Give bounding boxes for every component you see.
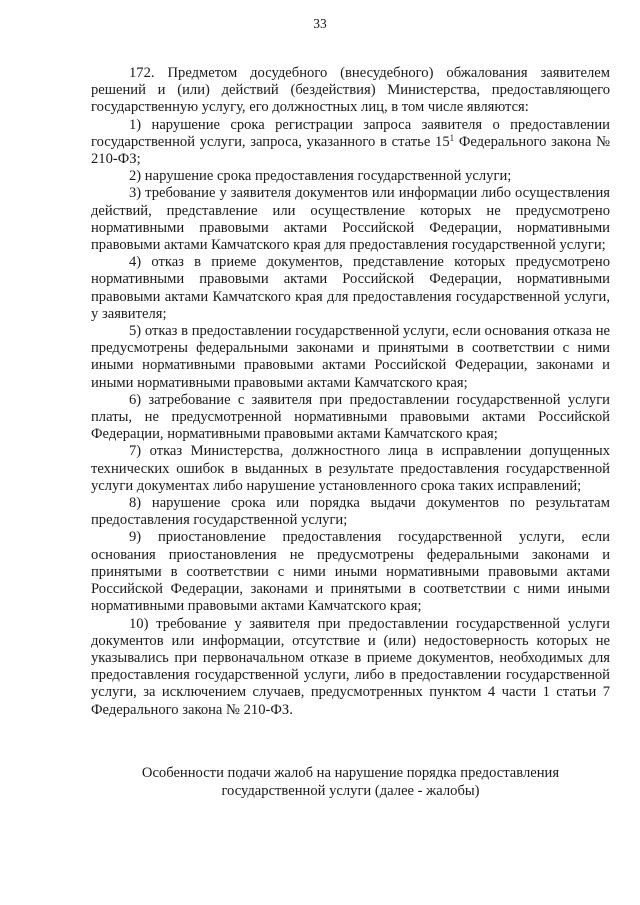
list-item-1-tail: Федерального закона № 210-ФЗ; (91, 133, 610, 168)
section-heading (91, 765, 610, 800)
superscript: 1 (449, 132, 455, 143)
list-item-2: 2) нарушение срока предоставления государственной услуги; (129, 168, 512, 185)
list-item-1-text: 1) нарушение срока регистрации запроса заявителя о предоставлении государственной услуги, запроса, указанного в статье 15 (91, 116, 610, 150)
list-item-7: 7) отказ Министерства, должностного лица в исправлении допущенных технических ошибок в выданных в результате предоставления государственной услуги документах либо нарушение установленного срока таких исправлений; (91, 443, 610, 494)
section-heading-line-1: Особенности подачи жалоб на нарушение порядка предоставления (141, 765, 560, 781)
list-item-8: 8) нарушение срока или порядка выдачи документов по результатам предоставления государственной услуги; (91, 495, 610, 529)
list-item-1 (91, 117, 610, 169)
list-item-9: 9) приостановление предоставления государственной услуги, если основания приостановления не предусмотрены федеральными законами и принятыми в соответствии с ними иными нормативными правовыми актами Российской Федерации, законами и принятыми в соответствии с ними иными нормативными правовыми актами Камчатского края; (91, 529, 610, 615)
list-item-10: 10) требование у заявителя при предоставлении государственной услуги документов или информации, отсутствие и (или) недостоверность которых не указывались при первоначальном отказе в приеме документов, необходимых для предоставления государственной услуги, либо в предоставлении государственной услуги, за исключением случаев, предусмотренных пунктом 4 части 1 статьи 7 Федерального закона № 210-ФЗ. (91, 615, 610, 718)
list-item-5: 5) отказ в предоставлении государственной услуги, если основания отказа не предусмотрены федеральными законами и принятыми в соответствии с ними иными нормативными правовыми актами Российской Федерации, законами и иными нормативными правовыми актами Камчатского края; (91, 323, 610, 391)
list-item-6: 6) затребование с заявителя при предоставлении государственной услуги платы, не предусмотренной нормативными правовыми актами Российской Федерации, нормативными правовыми актами Камчатского края; (91, 391, 610, 443)
paragraph-172: 172. Предметом досудебного (внесудебного) обжалования заявителем решений и (или) действий (бездействия) Министерства, предоставляющего государственную услугу, его должностных лиц, в том числе являются: (91, 65, 610, 116)
list-item-4: 4) отказ в приеме документов, представление которых предусмотрено нормативными правовыми актами Российской Федерации, нормативными правовыми актами Камчатского края для предоставления государственной услуги, у заявителя; (91, 254, 610, 322)
list-item-3: 3) требование у заявителя документов или информации либо осуществления действий, представление или осуществление которых не предусмотрено нормативными правовыми актами Российской Федерации, нормативными правовыми актами Камчатского края для предоставления государственной услуги; (91, 185, 610, 254)
page-number: 33 (313, 16, 327, 31)
document-body (91, 65, 610, 719)
section-heading-line-2: государственной услуги (далее - жалобы) (221, 782, 480, 799)
